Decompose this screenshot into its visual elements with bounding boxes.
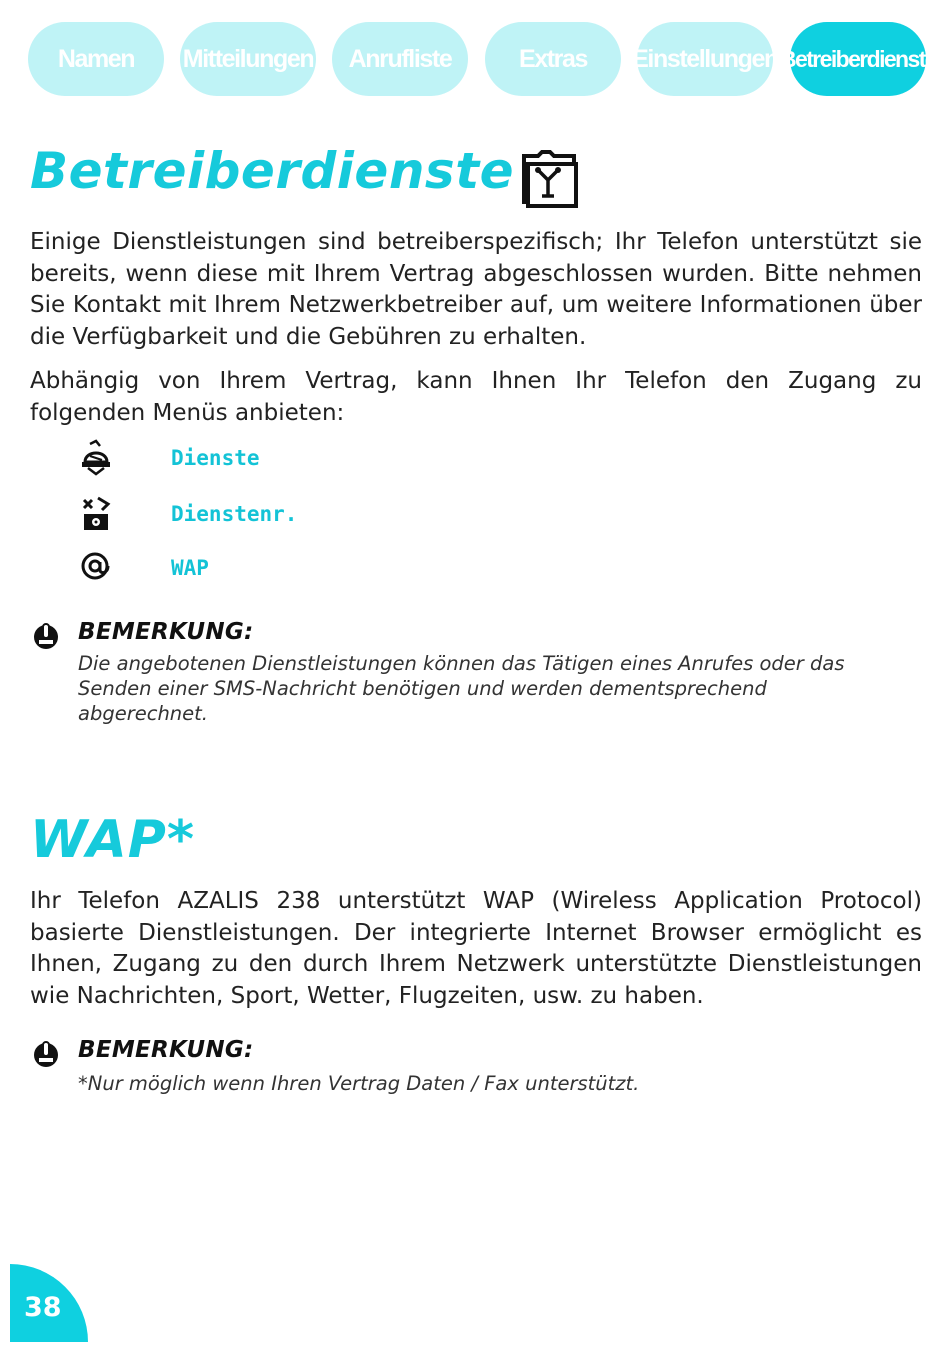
menu-item-dienstenr — [80, 496, 480, 540]
page-number: 38 — [24, 1292, 62, 1323]
note-heading-2: BEMERKUNG: — [78, 1037, 254, 1063]
tab-extras[interactable]: Extras — [485, 22, 621, 96]
tab-mitteilungen[interactable]: Mitteilungen — [180, 22, 316, 96]
chapter-tabs — [28, 22, 936, 98]
note-text-2: *Nur möglich wenn Ihren Vertrag Daten / Fax unterstützt. — [78, 1072, 640, 1095]
tab-betreiberdienste[interactable]: Betreiberdienste — [790, 22, 926, 96]
note-heading-1: BEMERKUNG: — [78, 619, 254, 645]
menu-item-dienste — [80, 440, 480, 484]
tab-einstellungen[interactable]: Einstellungen — [637, 22, 773, 96]
menu-item-wap — [80, 550, 480, 594]
menu-label-dienste: Dienste — [171, 446, 260, 470]
page-number-badge — [10, 1264, 88, 1342]
intro-paragraph: Einige Dienstleistungen sind betreiberspezifisch; Ihr Telefon unterstützt sie bereits, wenn diese mit Ihrem Vertrag abgeschlossen wurden. Bitte nehmen Sie Kontakt mit Ihrem Netzwerkbetreiber auf, um weitere Informationen über die Verfügbarkeit und die Gebühren zu erhalten. — [30, 229, 922, 350]
note-hand-icon — [31, 1040, 61, 1068]
tab-namen[interactable]: Namen — [28, 22, 164, 96]
at-sign-icon — [80, 550, 112, 586]
operator-folder-icon — [518, 148, 580, 210]
menu-label-dienstenr: Dienstenr. — [171, 502, 298, 526]
menus-intro-paragraph: Abhängig von Ihrem Vertrag, kann Ihnen Ihr Telefon den Zugang zu folgenden Menüs anbieten: — [30, 368, 922, 426]
section-title-betreiberdienste: Betreiberdienste — [30, 142, 515, 200]
service-numbers-phone-icon — [80, 496, 112, 532]
menu-label-wap: WAP — [171, 556, 209, 580]
wap-paragraph: Ihr Telefon AZALIS 238 unterstützt WAP (Wireless Application Protocol) basierte Dienstleistungen. Der integrierte Internet Browser ermöglicht es Ihnen, Zugang zu den durch Ihrem Netzwerk unterstützte Dienstleistungen wie Nachrichten, Sport, Wetter, Flugzeiten, usw. zu haben. — [30, 888, 922, 1009]
section-title-wap: WAP* — [30, 810, 196, 870]
tab-anrufliste[interactable]: Anrufliste — [332, 22, 468, 96]
note-text-1: Die angebotenen Dienstleistungen können das Tätigen eines Anrufes oder das Senden einer SMS-Nachricht benötigen und werden dementsprechend abgerechnet. — [78, 652, 845, 725]
services-bell-icon — [80, 440, 112, 476]
note-hand-icon — [31, 622, 61, 650]
